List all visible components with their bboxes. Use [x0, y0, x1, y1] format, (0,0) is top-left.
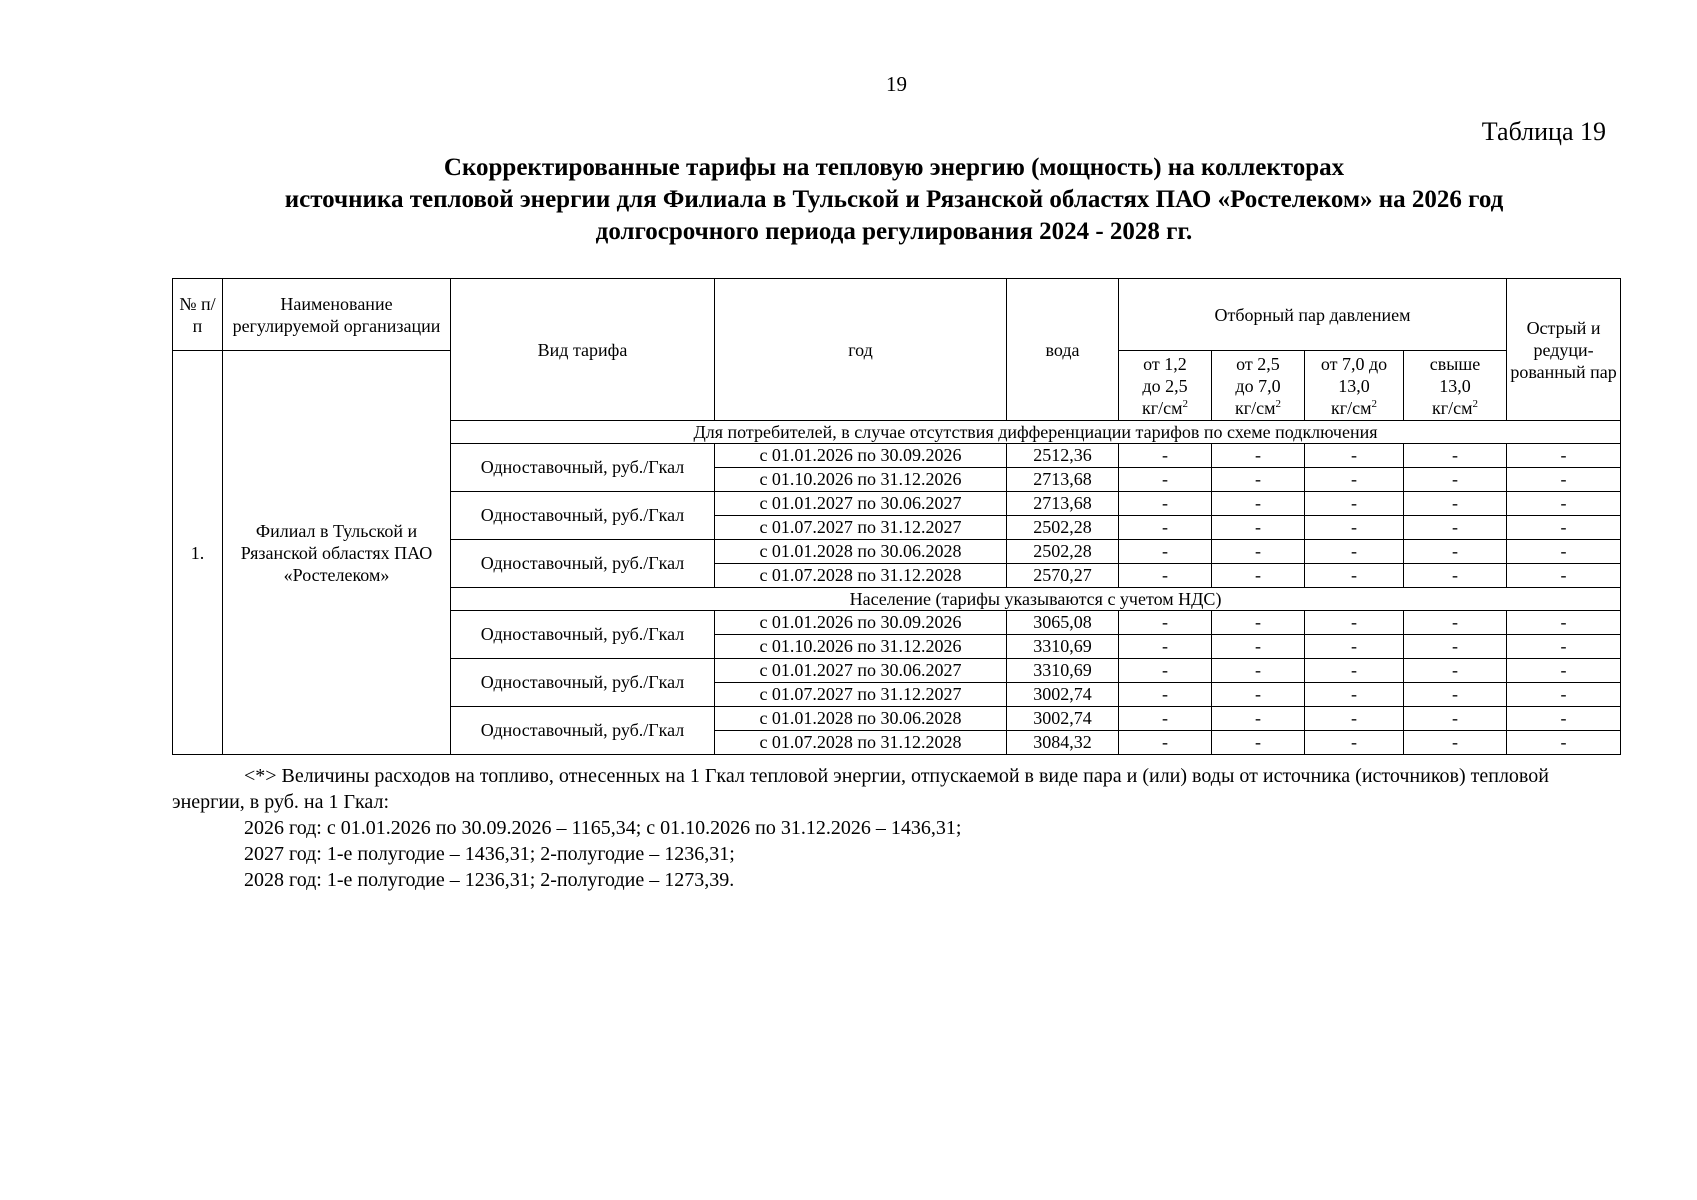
water-tariff-cell: 3310,69 [1007, 635, 1119, 659]
tariff-type-cell: Одноставочный, руб./Гкал [451, 611, 715, 659]
steam-value-cell-4: - [1404, 492, 1507, 516]
steam-col-4-unit: кг/см [1432, 397, 1473, 418]
header-num: № п/п [173, 279, 223, 351]
steam-value-cell-4: - [1404, 540, 1507, 564]
steam-col-4-to: 13,0 [1439, 375, 1471, 396]
header-tariff-type: Вид тарифа [451, 279, 715, 421]
footnote-2028: 2028 год: 1-е полугодие – 1236,31; 2-полугодие – 1273,39. [244, 869, 735, 891]
steam-col-2-unit: кг/см [1234, 397, 1276, 418]
footnote-2027: 2027 год: 1-е полугодие – 1436,31; 2-полугодие – 1236,31; [244, 843, 735, 865]
steam-value-cell-3: - [1305, 635, 1404, 659]
period-cell: с 01.07.2027 по 31.12.2027 [715, 516, 1007, 540]
period-cell: с 01.01.2026 по 30.09.2026 [715, 611, 1007, 635]
steam-value-cell-1: - [1119, 659, 1212, 683]
steam-value-cell-3: - [1305, 731, 1404, 755]
steam-value-cell-3: - [1305, 659, 1404, 683]
steam-value-cell-1: - [1119, 731, 1212, 755]
section-title: Для потребителей, в случае отсутствия дифференциации тарифов по схеме подключения [451, 421, 1621, 444]
steam-value-cell-5: - [1507, 540, 1621, 564]
header-steam-group: Отборный пар давлением [1119, 279, 1507, 351]
steam-value-cell-1: - [1119, 635, 1212, 659]
period-cell: с 01.10.2026 по 31.12.2026 [715, 468, 1007, 492]
steam-col-4-unit-power: 2 [1472, 397, 1479, 410]
steam-col-3-from: от 7,0 до [1320, 353, 1388, 374]
period-cell: с 01.01.2028 по 30.06.2028 [715, 540, 1007, 564]
steam-value-cell-4: - [1404, 683, 1507, 707]
steam-value-cell-4: - [1404, 444, 1507, 468]
steam-col-2-from: от 2,5 [1236, 353, 1280, 374]
steam-value-cell-5: - [1507, 659, 1621, 683]
header-sharp-steam: Острый и редуци- рованный пар [1507, 279, 1621, 421]
header-org: Наименование регулируемой организации [223, 279, 451, 351]
steam-value-cell-3: - [1305, 492, 1404, 516]
steam-value-cell-3: - [1305, 444, 1404, 468]
steam-value-cell-5: - [1507, 516, 1621, 540]
title-line-2: источника тепловой энергии для Филиала в Тульской и Рязанской областях ПАО «Ростелеком» на 2026 год [284, 186, 1504, 213]
water-tariff-cell: 3065,08 [1007, 611, 1119, 635]
period-cell: с 01.07.2028 по 31.12.2028 [715, 731, 1007, 755]
steam-value-cell-4: - [1404, 564, 1507, 588]
steam-value-cell-1: - [1119, 492, 1212, 516]
steam-value-cell-2: - [1212, 611, 1305, 635]
steam-value-cell-4: - [1404, 731, 1507, 755]
water-tariff-cell: 2502,28 [1007, 516, 1119, 540]
period-cell: с 01.01.2028 по 30.06.2028 [715, 707, 1007, 731]
footnote-2026: 2026 год: с 01.01.2026 по 30.09.2026 – 1165,34; с 01.10.2026 по 31.12.2026 – 1436,31; [244, 817, 962, 839]
water-tariff-cell: 2713,68 [1007, 492, 1119, 516]
steam-value-cell-5: - [1507, 683, 1621, 707]
footnotes [172, 763, 1620, 893]
title-line-3: долгосрочного периода регулирования 2024 - 2028 гг. [595, 218, 1193, 245]
steam-value-cell-1: - [1119, 468, 1212, 492]
steam-value-cell-5: - [1507, 564, 1621, 588]
water-tariff-cell: 3310,69 [1007, 659, 1119, 683]
header-row-1 [173, 279, 1621, 351]
steam-value-cell-1: - [1119, 564, 1212, 588]
steam-value-cell-5: - [1507, 444, 1621, 468]
steam-value-cell-1: - [1119, 611, 1212, 635]
steam-col-2-to: до 7,0 [1235, 375, 1281, 396]
steam-value-cell-4: - [1404, 611, 1507, 635]
steam-value-cell-2: - [1212, 540, 1305, 564]
steam-value-cell-3: - [1305, 707, 1404, 731]
tariff-type-cell: Одноставочный, руб./Гкал [451, 492, 715, 540]
period-cell: с 01.10.2026 по 31.12.2026 [715, 635, 1007, 659]
footnote-fuel-costs: <*> Величины расходов на топливо, отнесенных на 1 Гкал тепловой энергии, отпускаемой в виде пара и (или) воды от источника (источников) тепловой энергии, в руб. на 1 Гкал: [172, 765, 1549, 813]
steam-value-cell-2: - [1212, 731, 1305, 755]
steam-value-cell-5: - [1507, 731, 1621, 755]
steam-col-1-unit: кг/см [1141, 397, 1183, 418]
period-cell: с 01.07.2028 по 31.12.2028 [715, 564, 1007, 588]
steam-value-cell-2: - [1212, 492, 1305, 516]
steam-value-cell-2: - [1212, 468, 1305, 492]
steam-value-cell-3: - [1305, 468, 1404, 492]
title-line-1: Скорректированные тарифы на тепловую энергию (мощность) на коллекторах [443, 154, 1345, 181]
section-title: Население (тарифы указываются с учетом НДС) [451, 588, 1621, 611]
header-steam-col-2 [1212, 351, 1305, 421]
header-steam-col-3 [1305, 351, 1404, 421]
steam-value-cell-3: - [1305, 683, 1404, 707]
steam-value-cell-1: - [1119, 683, 1212, 707]
tariff-table [172, 278, 1621, 755]
steam-value-cell-2: - [1212, 635, 1305, 659]
steam-value-cell-2: - [1212, 683, 1305, 707]
steam-value-cell-5: - [1507, 611, 1621, 635]
period-cell: с 01.01.2027 по 30.06.2027 [715, 492, 1007, 516]
steam-value-cell-1: - [1119, 707, 1212, 731]
steam-value-cell-1: - [1119, 540, 1212, 564]
tariff-type-cell: Одноставочный, руб./Гкал [451, 540, 715, 588]
water-tariff-cell: 3002,74 [1007, 683, 1119, 707]
page-number: 19 [886, 72, 907, 96]
header-year: год [715, 279, 1007, 421]
steam-col-3-unit-power: 2 [1371, 397, 1377, 410]
steam-value-cell-1: - [1119, 444, 1212, 468]
steam-value-cell-4: - [1404, 468, 1507, 492]
water-tariff-cell: 2570,27 [1007, 564, 1119, 588]
water-tariff-cell: 3002,74 [1007, 707, 1119, 731]
steam-value-cell-4: - [1404, 635, 1507, 659]
steam-value-cell-3: - [1305, 611, 1404, 635]
steam-value-cell-4: - [1404, 707, 1507, 731]
period-cell: с 01.07.2027 по 31.12.2027 [715, 683, 1007, 707]
water-tariff-cell: 2512,36 [1007, 444, 1119, 468]
steam-col-1-to: до 2,5 [1142, 375, 1188, 396]
steam-col-2-unit-power: 2 [1275, 397, 1281, 410]
period-cell: с 01.01.2027 по 30.06.2027 [715, 659, 1007, 683]
org-name: Филиал в Тульской и Рязанской областях ПАО «Ростелеком» [223, 351, 451, 755]
steam-value-cell-4: - [1404, 659, 1507, 683]
steam-value-cell-5: - [1507, 468, 1621, 492]
org-number: 1. [173, 351, 223, 755]
steam-value-cell-5: - [1507, 707, 1621, 731]
steam-value-cell-1: - [1119, 516, 1212, 540]
header-water: вода [1007, 279, 1119, 421]
steam-col-1-unit-power: 2 [1182, 397, 1188, 410]
steam-value-cell-4: - [1404, 516, 1507, 540]
steam-value-cell-2: - [1212, 516, 1305, 540]
steam-value-cell-5: - [1507, 492, 1621, 516]
water-tariff-cell: 2713,68 [1007, 468, 1119, 492]
steam-col-4-from: свыше [1429, 353, 1481, 374]
table-label: Таблица 19 [1481, 117, 1606, 146]
steam-col-3-to: 13,0 [1338, 375, 1370, 396]
steam-value-cell-3: - [1305, 564, 1404, 588]
water-tariff-cell: 3084,32 [1007, 731, 1119, 755]
steam-value-cell-2: - [1212, 707, 1305, 731]
steam-value-cell-2: - [1212, 659, 1305, 683]
steam-col-1-from: от 1,2 [1143, 353, 1187, 374]
steam-value-cell-2: - [1212, 564, 1305, 588]
steam-value-cell-3: - [1305, 540, 1404, 564]
period-cell: с 01.01.2026 по 30.09.2026 [715, 444, 1007, 468]
tariff-type-cell: Одноставочный, руб./Гкал [451, 444, 715, 492]
header-steam-col-4 [1404, 351, 1507, 421]
water-tariff-cell: 2502,28 [1007, 540, 1119, 564]
document-title [174, 152, 1614, 248]
tariff-type-cell: Одноставочный, руб./Гкал [451, 707, 715, 755]
header-steam-col-1 [1119, 351, 1212, 421]
steam-value-cell-5: - [1507, 635, 1621, 659]
tariff-type-cell: Одноставочный, руб./Гкал [451, 659, 715, 707]
steam-col-3-unit: кг/см [1330, 397, 1372, 418]
steam-value-cell-2: - [1212, 444, 1305, 468]
steam-value-cell-3: - [1305, 516, 1404, 540]
